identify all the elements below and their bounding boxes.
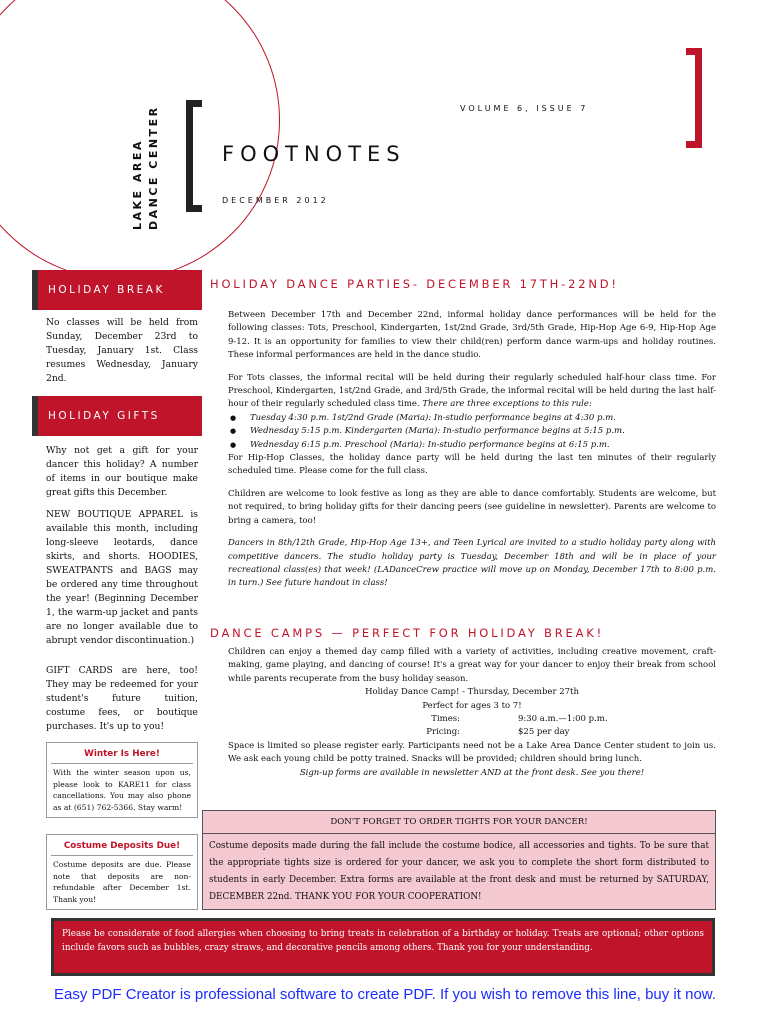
parties-p2-italic: There are three exceptions to this rule: [422,399,592,410]
camp-signup [228,767,716,780]
camp-pricing-label: Pricing: [426,727,460,738]
camps-p1: Children can enjoy a themed day camp filled with a variety of activities, including creative movement, craft-making, game playing, and dancing of course! It's a great way for your dancer to enjoy their break from school while parents recuperate from the busy holiday season. [228,647,716,684]
costume-box-title: Costume Deposits Due! [51,835,193,856]
newsletter-title: FOOTNOTES [222,142,406,166]
parties-p5-text: Dancers in 8th/12th Grade, Hip-Hop Age 13+, and Teen Lyrical are invited to a studio holiday party along with competitive dancers. The studio holiday party is Tuesday, December 18th and will be in place of your recreational class(es) that week! (LADanceCrew practice will move up on Monday, December 17th to 8:00 p.m. in turn.) See future handout in class! [228,538,716,589]
org-name-vertical [130,80,180,230]
holiday-break-heading: HOLIDAY BREAK [32,270,202,310]
exceptions-list [228,412,716,452]
costume-box [46,834,198,910]
org-name: LAKE AREA DANCE CENTER [131,105,160,230]
tights-box-text: Costume deposits made during the fall include the costume bodice, all accessories and tights. To be sure that the appropriate tights size is ordered for your dancer, we ask you to complete the short form distributed to students in early December. Extra forms are available at the front desk and must be returned by SATURDAY, DECEMBER 22nd. THANK YOU FOR YOUR COOPERATION! [209,841,709,902]
costume-box-text: Costume deposits are due. Please note that deposits are non-refundable after December 1st. Thank you! [53,860,191,904]
tights-box [202,810,716,910]
camp-pricing-row [228,726,716,739]
pdf-creator-notice[interactable]: Easy PDF Creator is professional software to create PDF. If you wish to remove this line, buy it now. [54,986,716,1003]
winter-box-text: With the winter season upon us, please look to KARE11 for class cancellations. You may also phone as at (651) 762-5366. Stay warm! [53,768,191,812]
list-item: ● Wednesday 5:15 p.m. Kindergarten (Maria): In-studio performance begins at 5:15 p.m. [228,425,716,438]
holiday-gifts-p2: NEW BOUTIQUE APPAREL is available this month, including long-sleeve leotards, dance skirts, and shorts. HOODIES, SWEATPANTS and BAGS may be ordered any time throughout the year! (Beginning December 1, the warm-up jacket and pants are no longer available due to abrupt vendor discontinuation.) [46,509,198,646]
parties-p2 [228,372,716,412]
camp-times-label: Times: [431,714,460,725]
list-item: ● Wednesday 6:15 p.m. Preschool (Maria): In-studio performance begins at 6:15 p.m. [228,439,716,452]
camp-times-row [228,713,716,726]
left-bracket [186,100,202,212]
camp-times-value: 9:30 a.m.—1:00 p.m. [518,714,608,725]
tights-box-title: DON'T FORGET TO ORDER TIGHTS FOR YOUR DANCER! [203,811,715,834]
parties-p2-plain: For Tots classes, the informal recital will be held during their regularly scheduled half-hour class time. For Preschool, Kindergarten, 1st/2nd Grade, and 3rd/5th Grade, the informal recital will be held during the last half-hour of their regularly scheduled class time. [228,372,716,410]
parties-p3: For Hip-Hop Classes, the holiday dance party will be held during the last ten minutes of their regularly scheduled time. Please come for the full class. [228,453,716,477]
camp-signup-text: Sign-up forms are available in newsletter AND at the front desk. See you there! [299,767,645,778]
camps-heading: DANCE CAMPS — PERFECT FOR HOLIDAY BREAK! [210,626,605,640]
holiday-gifts-p3: GIFT CARDS are here, too! They may be redeemed for your student's future tuition, costume fees, or boutique purchases. It's up to you! [46,665,198,732]
camp-event-line: Holiday Dance Camp! - Thursday, December 27th [365,687,579,698]
list-item: ● Tuesday 4:30 p.m. 1st/2nd Grade (Maria): In-studio performance begins at 4:30 p.m. [228,412,716,425]
right-bracket [686,48,702,148]
camps-p2: Space is limited so please register early. Participants need not be a Lake Area Dance Center student to join us. We ask each young child be potty trained. Snacks will be provided; children should bring lunch. [228,740,716,765]
parties-section [228,309,716,600]
holiday-gifts-heading: HOLIDAY GIFTS [32,396,202,436]
parties-p4: Children are welcome to look festive as long as they are able to dance comfortably. Students are welcome, but not required, to bring holiday gifts for their dancing peers (see guideline in newsletter). Parents are welcome to bring a camera, too! [228,488,716,526]
volume-issue: VOLUME 6, ISSUE 7 [460,104,589,113]
parties-p5 [228,537,716,591]
holiday-break-text: No classes will be held from Sunday, December 23rd to Tuesday, January 1st. Class resumes Wednesday, January 2nd. [46,317,198,384]
issue-date: DECEMBER 2012 [222,196,329,205]
parties-p1: Between December 17th and December 22nd, informal holiday dance performances will be held for the following classes: Tots, Preschool, Kindergarten, 1st/2nd Grade, 3rd/5th Grade, Hip-Hop Age 6-9, Hip-Hop Age 9-12. It is an opportunity for families to view their child(ren) perform dance warm-ups and holiday routines. These informal performances are held in the dance studio. [228,310,716,361]
winter-box-title: Winter Is Here! [51,743,193,764]
food-allergy-note: Please be considerate of food allergies when choosing to bring treats in celebration of a birthday or holiday. Treats are optional; other options include favors such as bubbles, crazy straws, and decorative pencils among others. Thank you for your understanding. [51,918,715,976]
holiday-gifts-p1: Why not get a gift for your dancer this holiday? A number of items in our boutique make great gifts this December. [46,445,198,498]
winter-box [46,742,198,818]
parties-heading: HOLIDAY DANCE PARTIES- DECEMBER 17TH-22ND! [210,277,619,291]
camp-pricing-value: $25 per day [518,727,570,738]
camps-section [228,646,716,780]
camp-ages-line: Perfect for ages 3 to 7! [422,700,522,711]
